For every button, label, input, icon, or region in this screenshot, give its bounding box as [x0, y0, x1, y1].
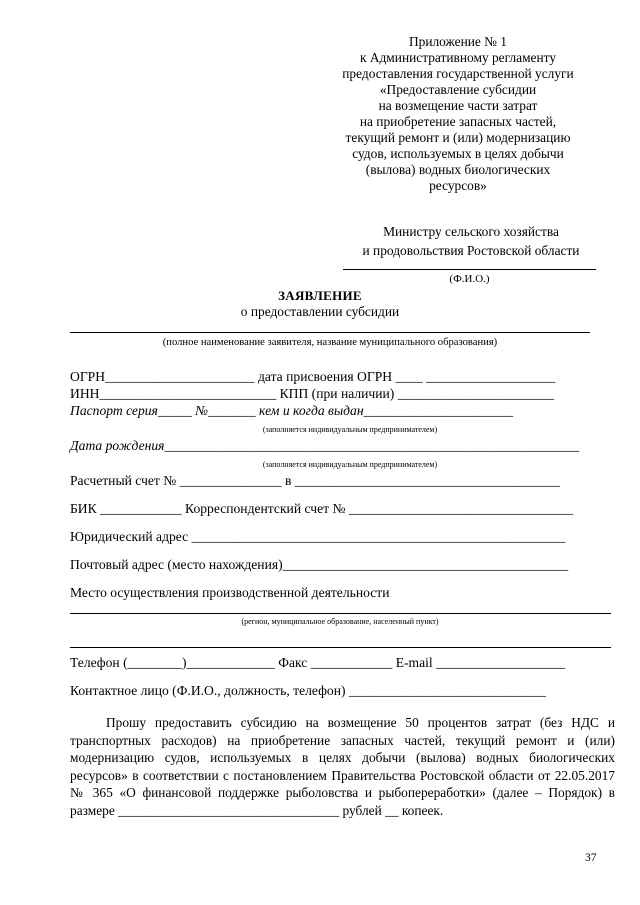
activity-place-caption: (регион, муниципальное образование, населенный пункт)	[241, 617, 439, 626]
appendix-line: на возмещение части затрат	[378, 98, 538, 113]
ogrn-row: ОГРН______________________ дата присвоения ОГРН ____ ___________________	[70, 369, 556, 384]
account-row: Расчетный счет № _______________ в _______________________________________	[70, 473, 560, 488]
activity-place-line-2	[70, 647, 611, 648]
inn-row: ИНН__________________________ КПП (при наличии) _______________________	[70, 386, 555, 401]
applicant-name-line	[70, 332, 590, 333]
legal-address-row: Юридический адрес _______________________________________________________	[70, 529, 566, 544]
passport-caption: (заполняется индивидуальным предпринимателем)	[262, 425, 438, 434]
appendix-line: предоставления государственной услуги	[342, 66, 574, 81]
contact-row: Контактное лицо (Ф.И.О., должность, телефон) _____________________________	[70, 683, 547, 698]
birth-date-row: Дата рождения_____________________________________________________________	[70, 438, 580, 453]
appendix-line: судов, используемых в целях добычи	[352, 146, 564, 161]
activity-place-line	[70, 613, 611, 614]
applicant-name-caption: (полное наименование заявителя, название муниципального образования)	[162, 337, 498, 348]
appendix-line: текущий ремонт и (или) модернизацию	[345, 130, 571, 145]
postal-address-row: Почтовый адрес (место нахождения)__________________________________________	[70, 557, 569, 572]
activity-place-row: Место осуществления производственной деятельности	[70, 585, 390, 600]
passport-row: Паспорт серия_____ №_______ кем и когда выдан______________________	[70, 403, 514, 418]
appendix-block	[316, 34, 600, 194]
fio-caption: (Ф.И.О.)	[449, 273, 490, 285]
page-number: 37	[585, 852, 597, 864]
fio-signature-line	[343, 269, 596, 270]
appendix-line: на приобретение запасных частей,	[359, 114, 557, 129]
addressee-line: Министру сельского хозяйства	[383, 224, 559, 239]
request-paragraph	[70, 714, 615, 820]
addressee-block	[330, 222, 612, 260]
request-text: Прошу предоставить субсидию на возмещение 50 процентов затрат (без НДС и транспортных расходов) на приобретение запасных частей, текущий ремонт и (или) модернизацию судов, используемых в целях добычи (вылова) водных биологических ресурсов» в соответствии с постановлением Правительства Ростовской области от 22.05.2017 № 365 «О финансовой поддержке рыболовства и рыбопереработки» (далее – Порядок) в размере	[70, 715, 615, 818]
appendix-line: «Предоставление субсидии	[379, 82, 537, 97]
appendix-line: к Административному регламенту	[359, 50, 557, 65]
document-subtitle: о предоставлении субсидии	[240, 304, 400, 319]
appendix-line: Приложение № 1	[408, 34, 508, 49]
appendix-line: (вылова) водных биологических	[365, 162, 551, 177]
bik-row: БИК ____________ Корреспондентский счет № _________________________________	[70, 501, 574, 516]
birth-date-caption: (заполняется индивидуальным предпринимателем)	[262, 460, 438, 469]
phone-row: Телефон (________)_____________ Факс ____________ E-mail ___________________	[70, 655, 566, 670]
addressee-line: и продовольствия Ростовской области	[362, 243, 580, 258]
document-title: ЗАЯВЛЕНИЕ	[278, 288, 362, 303]
appendix-line: ресурсов»	[429, 178, 487, 193]
amount-line: _________________________________ рублей __ копеек.	[118, 802, 444, 818]
